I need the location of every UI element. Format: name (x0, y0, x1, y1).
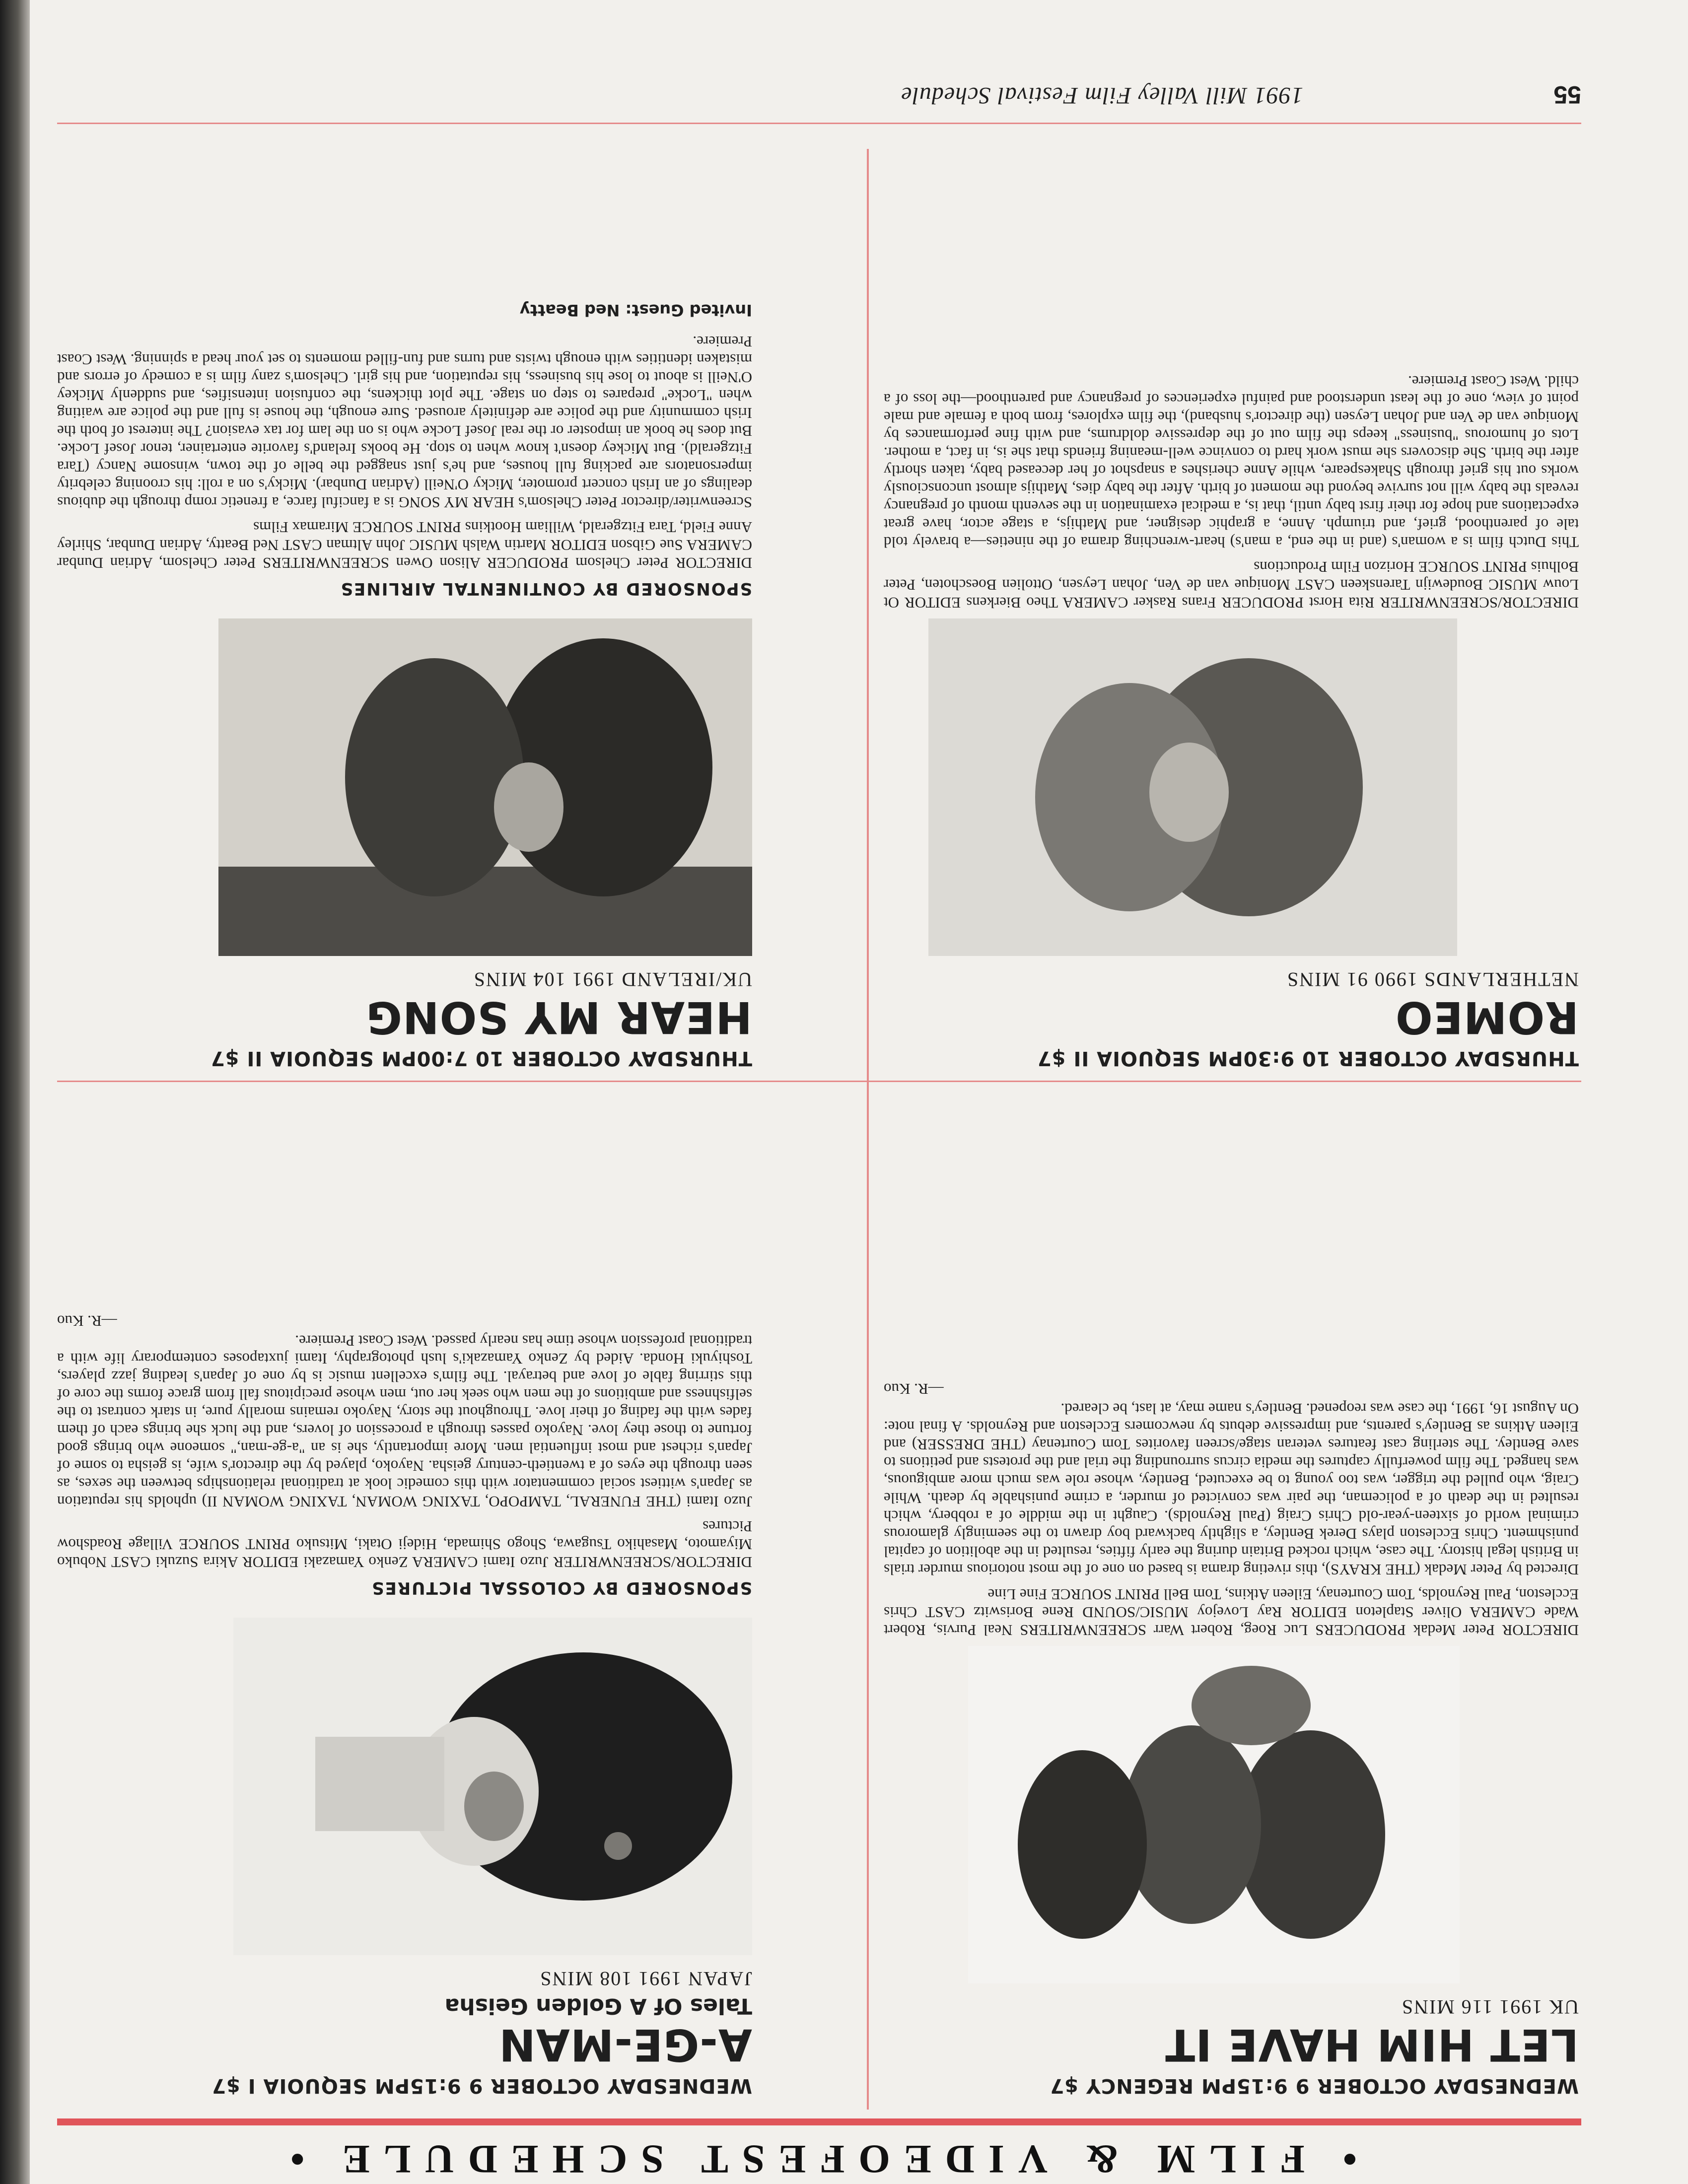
film-description: This Dutch film is a woman's (and in the end, a man's) heart-wrenching drama of the nineties—a bravely told tale of parenthood, grief, and triumph. Anne, a graphic designer, and Mathijs, a stage actor, have great expectations and hope for their first baby until, that is, a medical examination in the seventh month of pregnancy reveals the baby will not survive beyond the moment of birth. After the baby dies, Mathijs almost unconsciously works out his grief through Shakespeare, while Anne cherishes a snapshot of her deceased baby, taken shortly after the birth. She discovers she must work hard to convince well-meaning friends that she is, in fact, a mother. Lots of humorous "business" keeps the film out of the depressive doldrums, and with fine performances by Monique van de Ven and Johan Leysen (the director's husband), the film explores, from both a female and male point of view, one of the least understood and painful experiences of pregnancy and parenthood—the loss of a child. West Coast Premiere. (884, 373, 1579, 551)
film-title: A-GE-MAN (498, 2019, 752, 2070)
film-subtitle: Tales Of A Golden Geisha (444, 1993, 752, 2019)
film-meta: NETHERLANDS 1990 91 MINS (1286, 968, 1579, 991)
film-still-photo (218, 618, 752, 956)
film-title: HEAR MY SONG (365, 992, 752, 1043)
film-title: ROMEO (1395, 992, 1579, 1043)
schedule-line: WEDNESDAY OCTOBER 9 9:15PM REGENCY $7 (1050, 2074, 1579, 2097)
film-still-photo (233, 1618, 752, 1955)
film-still-photo (928, 618, 1457, 956)
sponsor-line: SPONSORED BY CONTINENTAL AIRLINES (340, 579, 752, 599)
film-entry (57, 301, 752, 1070)
row-divider (57, 1081, 1581, 1082)
film-meta: UK/IRELAND 1991 104 MINS (473, 968, 752, 991)
film-description: Directed by Peter Medak (THE KRAYS), this riveting drama is based on one of the most notorious murder trials in British legal history. The case, which rocked Britain during the early fifties, resulted in the abolition of capital punishment. Chris Eccleston plays Derek Bentley, a slightly backward boy drawn to the seemingly glamorous criminal world of sixteen-year-old Chris Craig (Paul Reynolds). Caught in the middle of a robbery, which resulted in the death of a policeman, the pair was convicted of murder, a crime punishable by death. While Craig, who pulled the trigger, was too young to be executed, Bentley, whose role was much more ambiguous, was hanged. The film powerfully captures the media circus surrounding the trial and the protests and petitions to save Bentley. The sterling cast features veteran stage/screen favorites Tom Courtenay (THE DRESSER) and Eileen Atkins as Bentley's parents, and impressive debuts by newcomers Eccleston and Reynolds. A final note: On August 16, 1991, the case was reopened. Bentley's name may, at last, be cleared. (884, 1400, 1579, 1578)
review-signature: —R. Kuo (57, 1312, 117, 1330)
page-footer (57, 69, 1581, 109)
film-credits: DIRECTOR/SCREENWRITER Rita Horst PRODUCER Frans Rasker CAMERA Theo Bierkens EDITOR Ot Louw MUSIC Boudewijn Tarenskeen CAST Monique van de Ven, Johan Leysen, Ottolien Boeschoten, Peter Bolhuis PRINT SOURCE Horizon Film Productions (884, 558, 1579, 612)
footer-rule (57, 123, 1581, 124)
film-entry (884, 1380, 1579, 2097)
schedule-line: WEDNESDAY OCTOBER 9 9:15PM SEQUOIA I $7 (211, 2074, 752, 2097)
schedule-line: THURSDAY OCTOBER 10 9:30PM SEQUOIA II $7 (1037, 1047, 1579, 1070)
invited-guest: Invited Guest: Ned Beatty (519, 301, 752, 320)
binding-spine (0, 0, 30, 2184)
page-number: 55 (1553, 81, 1581, 109)
schedule-line: THURSDAY OCTOBER 10 7:00PM SEQUOIA II $7 (210, 1047, 752, 1070)
film-meta: UK 1991 116 MINS (1401, 1996, 1579, 2018)
film-meta: JAPAN 1991 108 MINS (539, 1968, 752, 1990)
footer-title: 1991 Mill Valley Film Festival Schedule (901, 82, 1303, 109)
film-description: Screenwriter/director Peter Chelsom's HEAR MY SONG is a fanciful farce, a frenetic romp through the dubious dealings of an Irish concert promoter, Micky O'Neill (Adrian Dunbar). Micky's on a roll: his crooning celebrity impersonators are packing full houses, and he's just snagged the belle of the town, winsome Nancy (Tara Fitzgerald). But Mickey doesn't know when to stop. He books Ireland's favorite entertainer, tenor Josef Locke. But does he book an imposter or the real Josef Locke who is on the lam for tax evasion? The interest of both the Irish community and the police are definitely aroused. Sure enough, the house is full and the police are waiting when "Locke" prepares to step on stage. The plot thickens, the confusion intensifies, and suddenly Mickey O'Neill is about to lose his business, his reputation, and his girl. Chelsom's zany film is a comedy of errors and mistaken identities with enough twists and turns and fun-filled moments to set your head a spinning. West Coast Premiere. (57, 333, 752, 511)
film-still-photo (968, 1646, 1460, 1983)
film-credits: DIRECTOR Peter Chelsom PRODUCER Alison Owen SCREENWRITERS Peter Chelsom, Adrian Dunbar CAMERA Sue Gibson EDITOR Martin Walsh MUSIC John Altman CAST Ned Beatty, Adrian Dunbar, Shirley Anne Field, Tara Fitzgerald, William Hootkins PRINT SOURCE Miramax Films (57, 519, 752, 572)
review-signature: —R. Kuo (884, 1380, 944, 1398)
column-divider (867, 149, 869, 2110)
page-header: • FILM & VIDEOFEST SCHEDULE • (276, 2137, 1357, 2182)
film-credits: DIRECTOR/SCREENWRITER Juzo Itami CAMERA Zenko Yamazaki EDITOR Akira Suzuki CAST Nobuko Miyamoto, Masahiko Tsugawa, Shogo Shimada, Hideji Otaki, Mitsuko PRINT SOURCE Village Roadshow Pictures (57, 1518, 752, 1571)
film-title: LET HIM HAVE IT (1165, 2019, 1579, 2070)
film-description: Juzo Itami (THE FUNERAL, TAMPOPO, TAXING WOMAN, TAXING WOMAN II) upholds his reputation as Japan's wittiest social commentator with this comedic look at traditional relationships between the sexes, as seen through the eyes of a twentieth-century geisha. Nayoko, played by the director's wife, is geisha to some of Japan's richest and most influential men. More importantly, she is an "a-ge-man," someone who brings good fortune to those they love. Nayoko passes through a procession of lovers, and the luck she brings each of them fades with the fading of their love. Throughout the story, Nayoko remains morally pure, in stark contrast to the selfishness and ambitions of the men who seek her out, men whose precipitous fall from grace forms the core of this stirring fable of love and betrayal. The film's excellent music is by one of Japan's leading jazz players, Toshiyuki Honda. Aided by Zenko Yamazaki's lush photography, Itami juxtaposes contemporary life with a traditional profession whose time has nearly passed. West Coast Premiere. (57, 1332, 752, 1510)
sponsor-line: SPONSORED BY COLOSSAL PICTURES (371, 1578, 752, 1598)
film-entry (57, 1312, 752, 2097)
film-entry (884, 372, 1579, 1070)
film-credits: DIRECTOR Peter Medak PRODUCERS Luc Roeg, Robert Warr SCREENWRITERS Neal Purvis, Robert Wade CAMERA Oliver Stapleton EDITOR Ray Lovejoy MUSIC/SOUND Rene Boriswitz CAST Chris Eccleston, Paul Reynolds, Tom Courtenay, Eileen Atkins, Tom Bell PRINT SOURCE Fine Line (884, 1586, 1579, 1639)
header-rule (57, 2118, 1581, 2125)
